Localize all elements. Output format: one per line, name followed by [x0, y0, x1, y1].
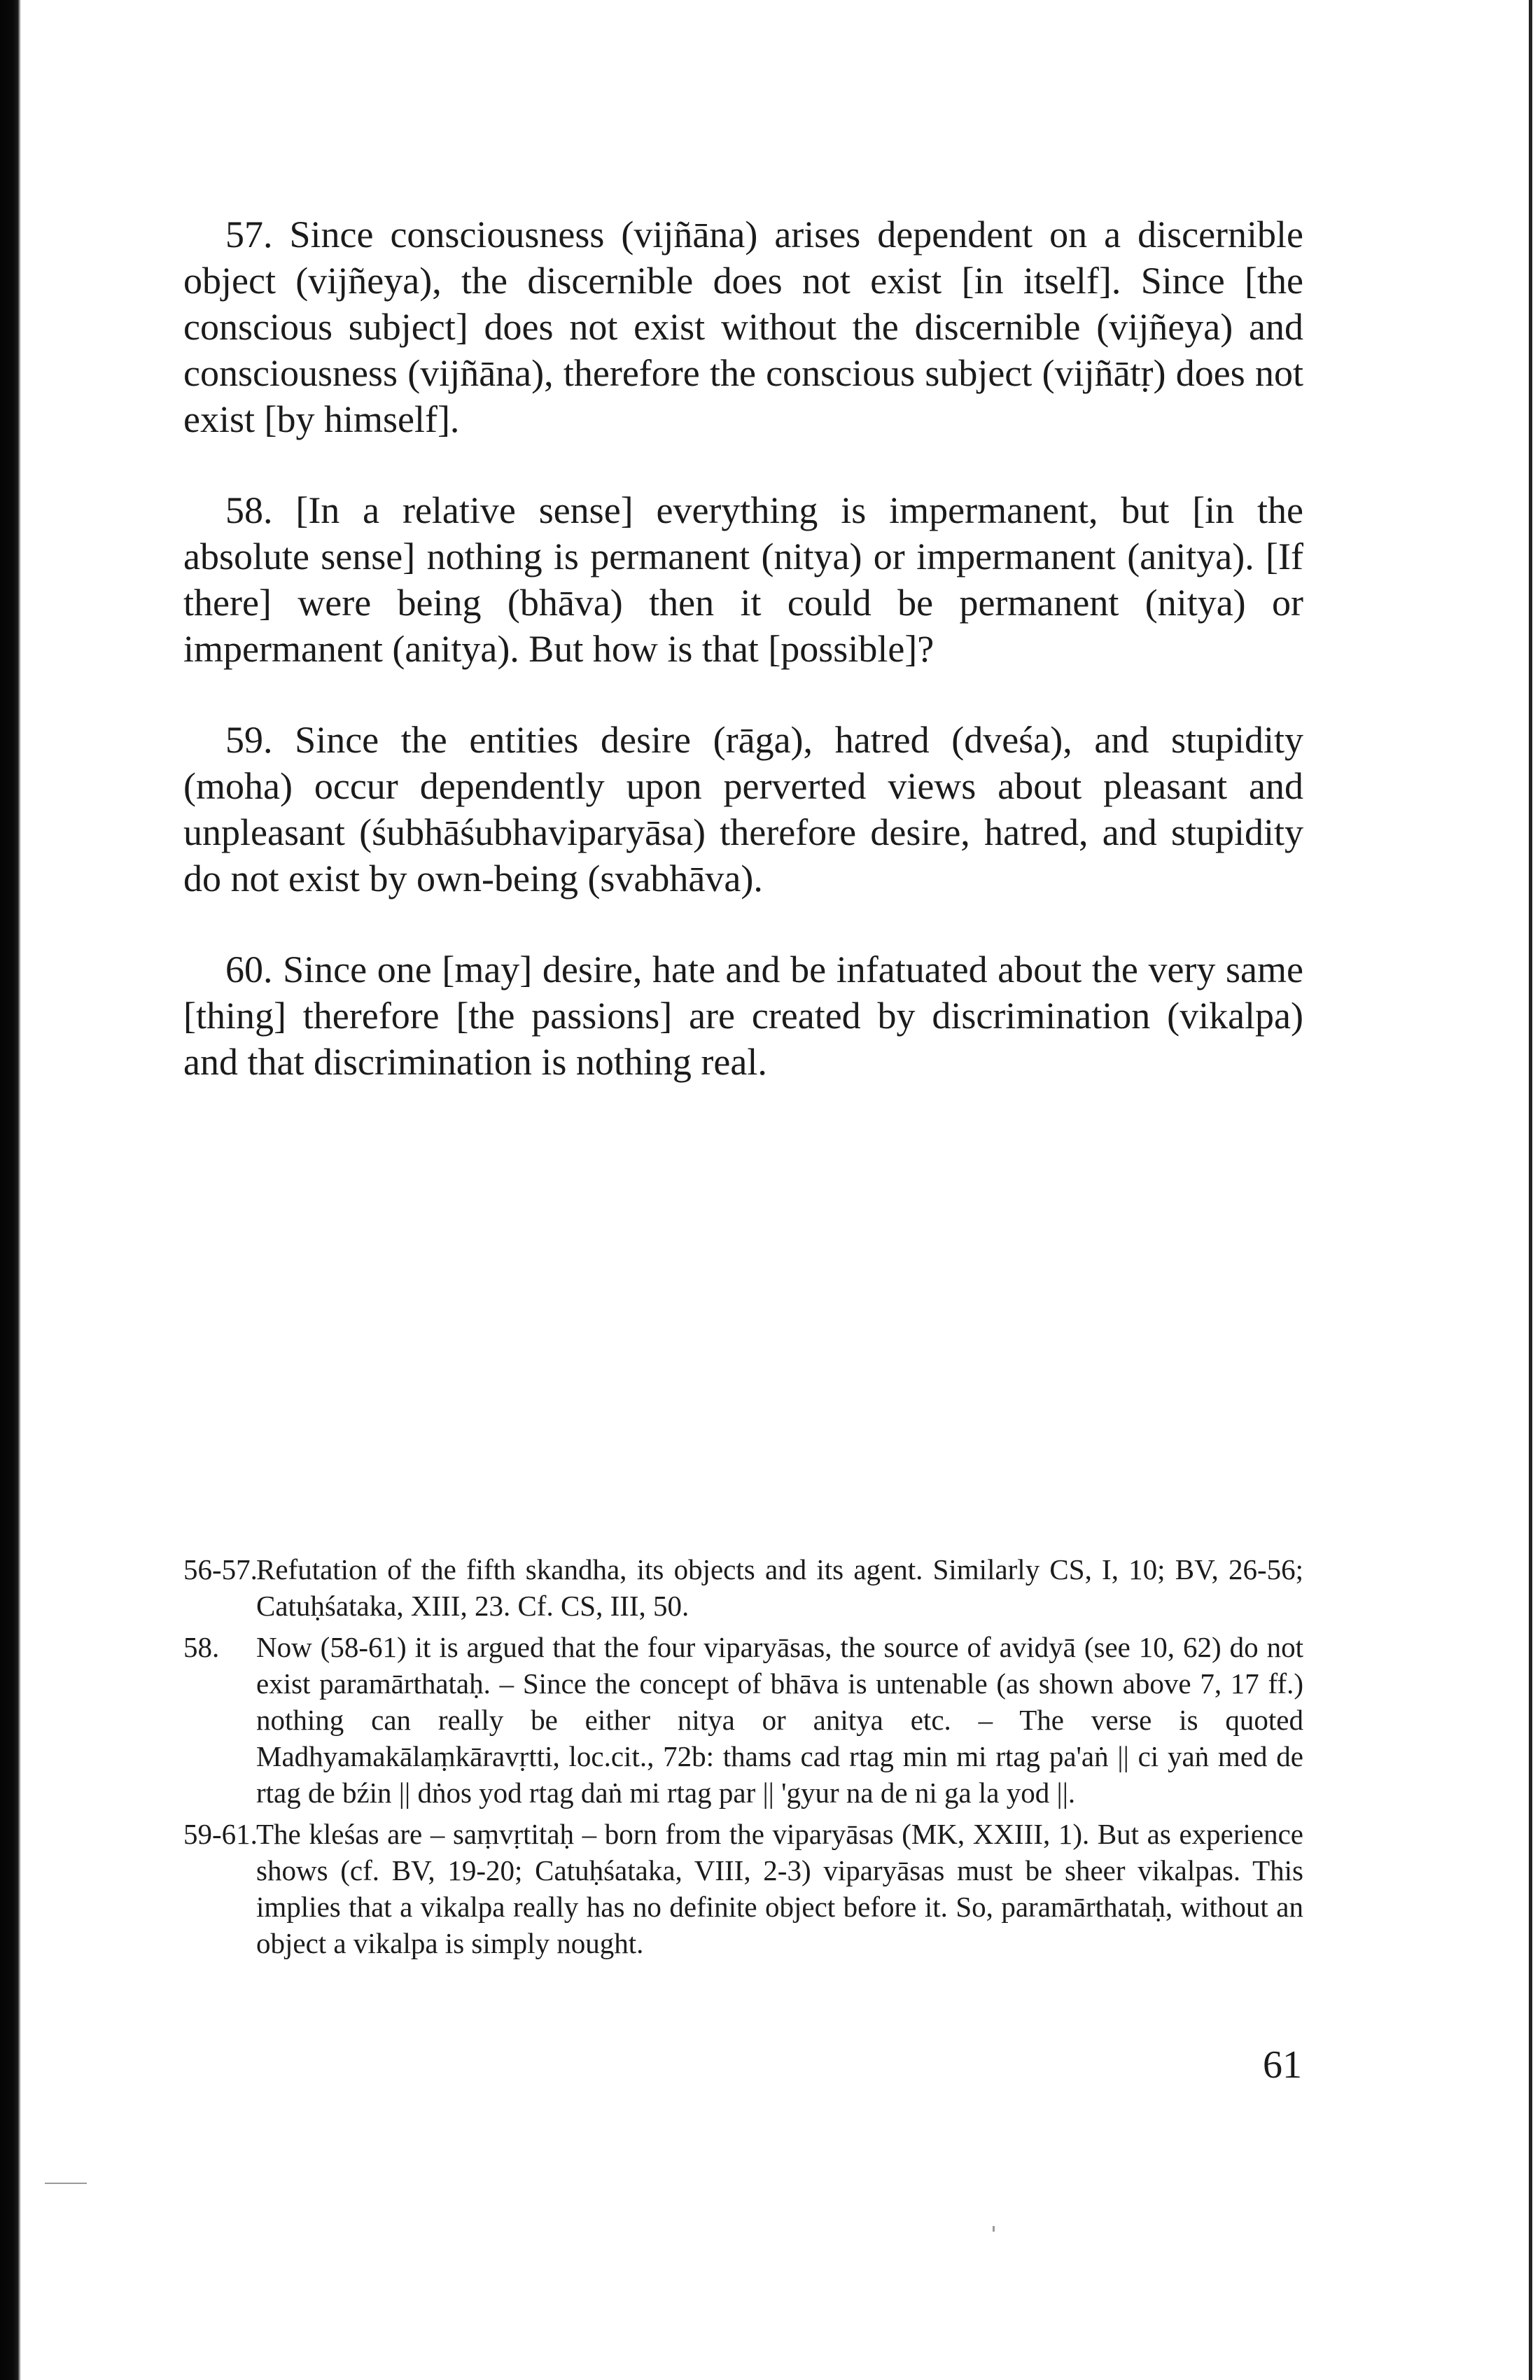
- verse-58: [183, 487, 1303, 672]
- page-number: 61: [1263, 2043, 1302, 2087]
- footnote-ref: 59-61.: [183, 1818, 258, 1850]
- scan-edge-line: [1529, 0, 1532, 2380]
- footnotes: [183, 1551, 1303, 1966]
- verse-text: Since consciousness (vijñāna) arises dependent on a discernible object (vijñeya), the discernible does not exist [in itself]. Since [the conscious subject] does not exist without the discernible (vijñeya) and consciousness (vijñāna), therefore the conscious subject (vijñātṛ) does not exist [by himself].: [183, 214, 1304, 440]
- main-text: [183, 211, 1303, 1130]
- verse-number: 60.: [225, 948, 273, 990]
- verse-number: 59.: [225, 719, 273, 761]
- verse-number: 58.: [225, 489, 273, 531]
- verse-text: Since the entities desire (rāga), hatred (dveśa), and stupidity (moha) occur dependently upon perverted views about pleasant and unpleasant (śubhāśubhaviparyāsa) therefore desire, hatred, and stupidity do not exist by own-being (svabhāva).: [183, 719, 1304, 899]
- footnote-text: Refutation of the fifth skandha, its objects and its agent. Similarly CS, I, 10; BV, 26-56; Catuḥśataka, XIII, 23. Cf. CS, III, 50.: [256, 1553, 1303, 1622]
- footnote-text: The kleśas are – saṃvṛtitaḥ – born from the viparyāsas (MK, XXIII, 1). But as experience shows (cf. BV, 19-20; Catuḥśataka, VIII, 2-3) viparyāsas must be sheer vikalpas. This implies that a vikalpa really has no definite object before it. So, paramārthataḥ, without an object a vikalpa is simply nought.: [256, 1818, 1303, 1959]
- footnote-59-61: [183, 1816, 1303, 1961]
- verse-57: [183, 211, 1303, 442]
- scan-speck: [993, 2226, 995, 2232]
- verse-text: Since one [may] desire, hate and be infatuated about the very same [thing] therefore [the passions] are created by discrimination (vikalpa) and that discrimination is nothing real.: [183, 948, 1303, 1083]
- verse-59: [183, 717, 1303, 902]
- verse-60: [183, 946, 1303, 1085]
- scan-binding-shadow: [0, 0, 21, 2380]
- scan-speck: [45, 2183, 87, 2184]
- footnote-56-57: [183, 1551, 1303, 1624]
- footnote-text: Now (58-61) it is argued that the four viparyāsas, the source of avidyā (see 10, 62) do not exist paramārthataḥ. – Since the concept of bhāva is untenable (as shown above 7, 17 ff.) nothing can really be either nitya or anitya etc. – The verse is quoted Madhyamakālaṃkāravṛtti, loc.cit., 72b: thams cad rtag min mi rtag pa'aṅ || ci yaṅ med de rtag de bźin || dṅos yod rtag daṅ mi rtag par || 'gyur na de ni ga la yod ||.: [256, 1631, 1303, 1809]
- verse-text: [In a relative sense] everything is impermanent, but [in the absolute sense] nothing is permanent (nitya) or impermanent (anitya). [If there] were being (bhāva) then it could be permanent (nitya) or impermanent (anitya). But how is that [possible]?: [183, 489, 1303, 670]
- footnote-ref: 58.: [183, 1631, 220, 1663]
- footnote-58: [183, 1629, 1303, 1811]
- footnote-ref: 56-57.: [183, 1553, 258, 1586]
- verse-number: 57.: [225, 214, 273, 255]
